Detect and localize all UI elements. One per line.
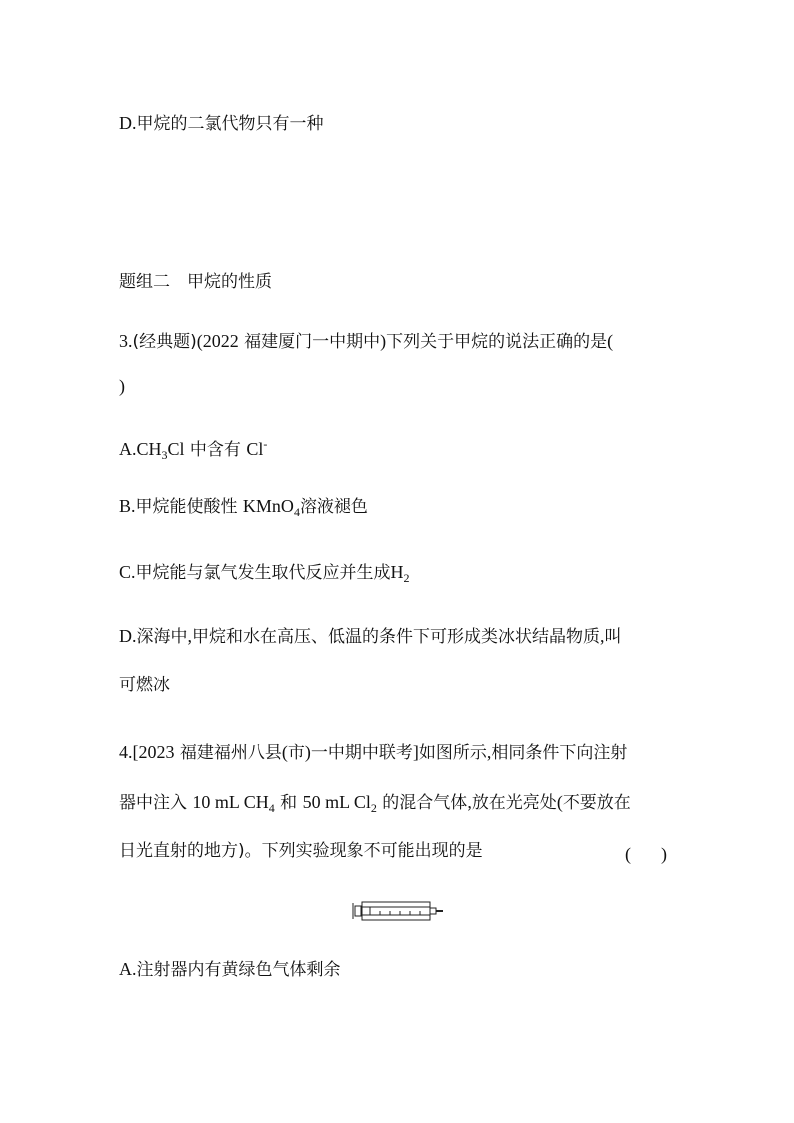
- paren-close: ): [304, 742, 311, 762]
- subscript: 2: [370, 801, 377, 815]
- question-text: 如图所示: [418, 743, 487, 763]
- option-prefix: D.: [119, 113, 137, 133]
- formula: KMnO: [242, 496, 294, 516]
- option-text: 甲烷能与氯气发生取代反应并生成: [135, 563, 391, 583]
- question-text: 放在光亮处: [471, 793, 557, 813]
- formula: CH: [136, 439, 162, 459]
- answer-bracket-open: (: [625, 844, 631, 864]
- question-3-stem: [119, 330, 613, 353]
- question-3-option-d: [119, 625, 622, 648]
- question-text: 不要放在: [562, 793, 631, 813]
- syringe-icon: [350, 900, 446, 922]
- option-prefix: A.: [119, 959, 137, 979]
- formula: Cl: [167, 439, 185, 459]
- option-prefix: D.: [119, 626, 137, 646]
- formula: 50 mL Cl: [302, 792, 371, 812]
- formula: 10 mL CH: [192, 792, 269, 812]
- comma: ,: [600, 626, 605, 646]
- subscript: 3: [161, 448, 168, 462]
- superscript: -: [263, 437, 268, 451]
- question-year: 2022: [202, 331, 239, 351]
- option-text: 甲烷和水在高压、低温的条件下可形成类冰状结晶物质: [192, 627, 600, 647]
- option-text: 叫: [604, 627, 622, 647]
- question-source: 福建厦门一中期中: [238, 332, 381, 352]
- comma: ,: [486, 742, 492, 762]
- question-tag: (经典题): [132, 332, 197, 352]
- question-text: 器中注入: [119, 793, 193, 813]
- question-3-stem-line2: [119, 375, 125, 398]
- question-text: 相同条件下向注射: [491, 743, 628, 763]
- question-4-stem: [119, 741, 627, 764]
- option-text: 甲烷的二氯代物只有一种: [136, 114, 324, 134]
- option-prefix: B.: [119, 496, 136, 516]
- question-4-stem-line3: 日光直射的地方)。下列实验现象不可能出现的是: [119, 841, 483, 861]
- subscript: 4: [293, 505, 300, 519]
- question-number: 3.: [119, 331, 133, 351]
- paren-open: (: [281, 742, 288, 762]
- prev-option-d: [119, 112, 324, 135]
- question-4-stem-line2: [119, 791, 631, 819]
- bracket-open: [: [132, 742, 139, 762]
- option-text: 深海中: [136, 627, 188, 647]
- answer-bracket-open: (: [607, 331, 614, 351]
- question-number: 4.: [119, 742, 133, 762]
- question-4-option-a: [119, 958, 341, 981]
- option-prefix: C.: [119, 562, 136, 582]
- question-source: 市: [287, 743, 305, 763]
- question-3-option-b: [119, 495, 368, 523]
- bracket-close: ]: [412, 742, 419, 762]
- paren-close: ): [380, 331, 387, 351]
- question-source: 福建福州八县: [174, 743, 282, 763]
- question-text: 和: [274, 793, 303, 813]
- question-3-option-d-line2: 可燃冰: [119, 675, 170, 695]
- answer-blank: [625, 843, 667, 865]
- paren-open: (: [196, 331, 203, 351]
- comma: ,: [187, 626, 192, 646]
- ion: Cl: [246, 439, 264, 459]
- option-text: 甲烷能使酸性: [135, 497, 243, 517]
- option-prefix: A.: [119, 439, 137, 459]
- question-source: 一中期中联考: [310, 743, 413, 763]
- question-year: 2023: [138, 742, 175, 762]
- option-text: 中含有: [184, 440, 247, 460]
- question-text: 下列关于甲烷的说法正确的是: [386, 332, 608, 352]
- answer-bracket-close: ): [661, 844, 667, 864]
- formula: H: [390, 562, 404, 582]
- question-3-option-c: [119, 561, 410, 589]
- question-text: 的混合气体: [376, 793, 468, 813]
- paren-open: (: [556, 792, 563, 812]
- question-3-option-a: [119, 433, 267, 466]
- subscript: 2: [403, 571, 410, 585]
- option-text: 溶液褪色: [299, 497, 368, 517]
- comma: ,: [467, 792, 472, 812]
- group-title: 题组二 甲烷的性质: [119, 272, 272, 292]
- subscript: 4: [268, 801, 275, 815]
- answer-bracket-close: ): [119, 376, 125, 396]
- option-text: 注射器内有黄绿色气体剩余: [136, 960, 341, 980]
